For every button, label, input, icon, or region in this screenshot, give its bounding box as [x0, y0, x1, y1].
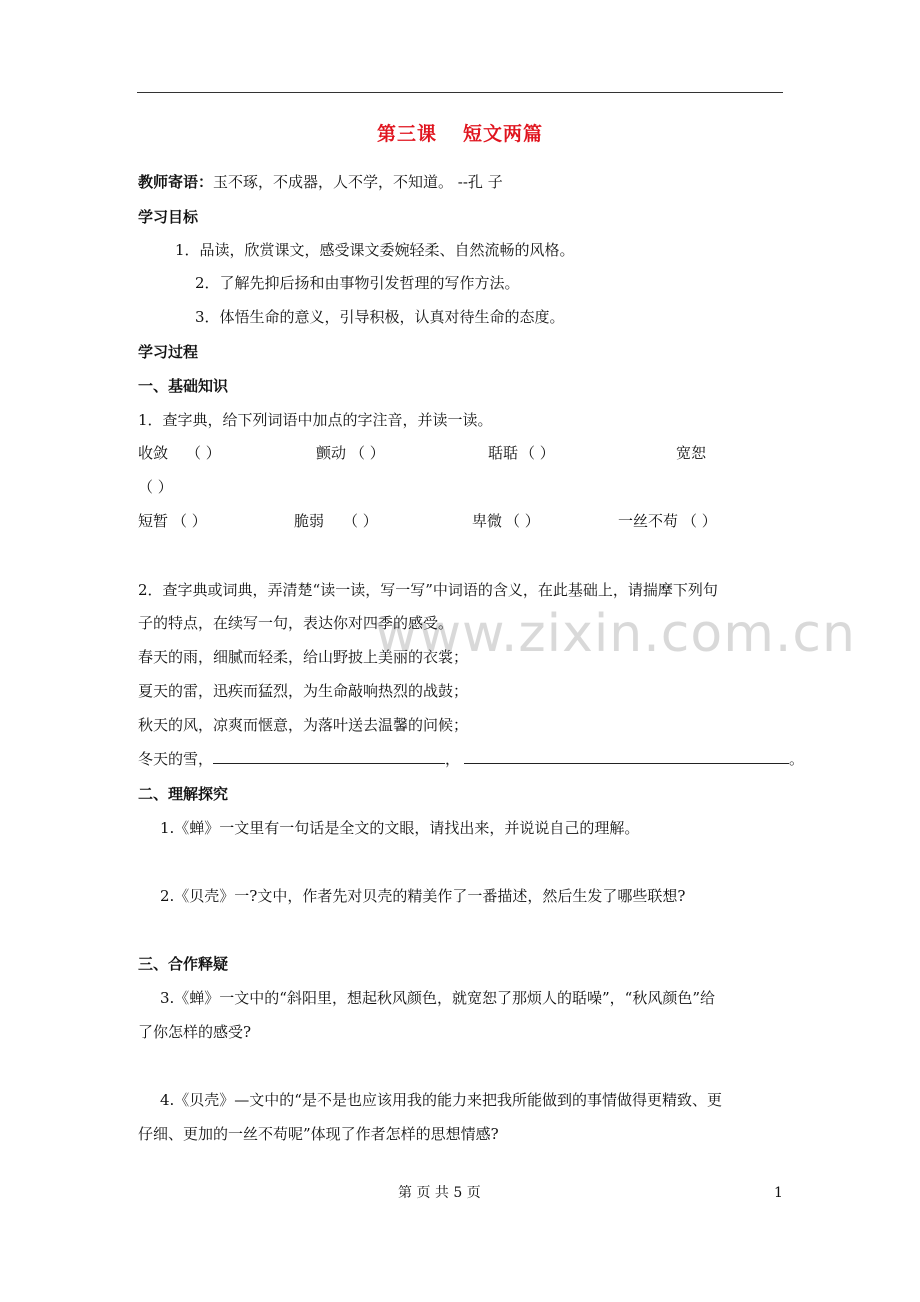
goals-heading: 学习目标 [138, 208, 199, 226]
vocab-word: 收敛 [138, 444, 169, 462]
answer-paren: （ ） [350, 444, 385, 462]
answer-blank[interactable] [464, 749, 789, 764]
header-rule [137, 92, 783, 93]
question-text: 子的特点，在续写一句，表达你对四季的感受。 [138, 614, 454, 632]
goal-item: 2．了解先抑后扬和由事物引发哲理的写作方法。 [195, 274, 520, 292]
example-line: 夏天的雷，迅疾而猛烈，为生命敲响热烈的战鼓； [138, 682, 469, 700]
example-line: 秋天的风，凉爽而惬意，为落叶送去温馨的问候； [138, 716, 469, 734]
question-text: 2.《贝壳》一?文中，作者先对贝壳的精美作了一番描述，然后生发了哪些联想? [160, 887, 686, 905]
answer-paren: （ ） [682, 512, 717, 530]
question-text: 4.《贝壳》—文中的“是不是也应该用我的能力来把我所能做到的事情做得更精致、更 [160, 1091, 722, 1109]
page-number: 1 [774, 1185, 783, 1201]
answer-paren: （ ） [343, 512, 378, 530]
vocab-word: 脆弱 [294, 512, 325, 530]
teacher-label: 教师寄语： [138, 173, 214, 191]
question-text: 2．查字典或词典，弄清楚“读一读，写一写”中词语的含义，在此基础上，请揣摩下列句 [138, 581, 718, 599]
page-footer: 第 页 共 5 页 [398, 1185, 481, 1201]
answer-paren: （ ） [520, 444, 555, 462]
question-text: 1．查字典，给下列词语中加点的字注音，并读一读。 [138, 411, 493, 429]
question-text: 仔细、更加的一丝不苟呢”体现了作者怎样的思想情感? [138, 1125, 499, 1143]
answer-paren: （ ） [172, 512, 207, 530]
vocab-word: 短暂 [138, 512, 169, 530]
question-text: 了你怎样的感受? [138, 1023, 252, 1041]
teacher-text: 玉不琢，不成器，人不学，不知道。 --孔 子 [213, 173, 503, 191]
process-heading: 学习过程 [138, 343, 199, 361]
section-heading: 三、合作释疑 [138, 955, 229, 973]
answer-blank[interactable] [213, 749, 445, 764]
question-text: 3.《蝉》一文中的“斜阳里，想起秋风颜色，就宽恕了那烦人的聒噪”，“秋风颜色”给 [160, 989, 715, 1007]
winter-line: 冬天的雪， ， 。 [138, 750, 805, 768]
goal-item: 1．品读，欣赏课文，感受课文委婉轻柔、自然流畅的风格。 [175, 241, 575, 259]
watermark: www.zixin.com.cn [375, 604, 856, 664]
vocab-word: 卑微 [472, 512, 503, 530]
example-line: 春天的雨，细腻而轻柔，给山野披上美丽的衣裳； [138, 648, 469, 666]
vocab-word: 颤动 [316, 444, 347, 462]
vocab-word: 宽恕 [676, 444, 707, 462]
answer-paren: （ ） [138, 478, 173, 496]
vocab-word: 聒聒 [488, 444, 519, 462]
goal-item: 3．体悟生命的意义，引导积极，认真对待生命的态度。 [195, 308, 565, 326]
section-heading: 二、理解探究 [138, 785, 229, 803]
vocab-word: 一丝不苟 [618, 512, 679, 530]
answer-paren: （ ） [186, 444, 221, 462]
section-heading: 一、基础知识 [138, 377, 229, 395]
teacher-message [138, 172, 503, 192]
page-title: 第三课 短文两篇 [376, 123, 544, 145]
question-text: 1.《蝉》一文里有一句话是全文的文眼，请找出来，并说说自己的理解。 [160, 819, 640, 837]
answer-paren: （ ） [505, 512, 540, 530]
